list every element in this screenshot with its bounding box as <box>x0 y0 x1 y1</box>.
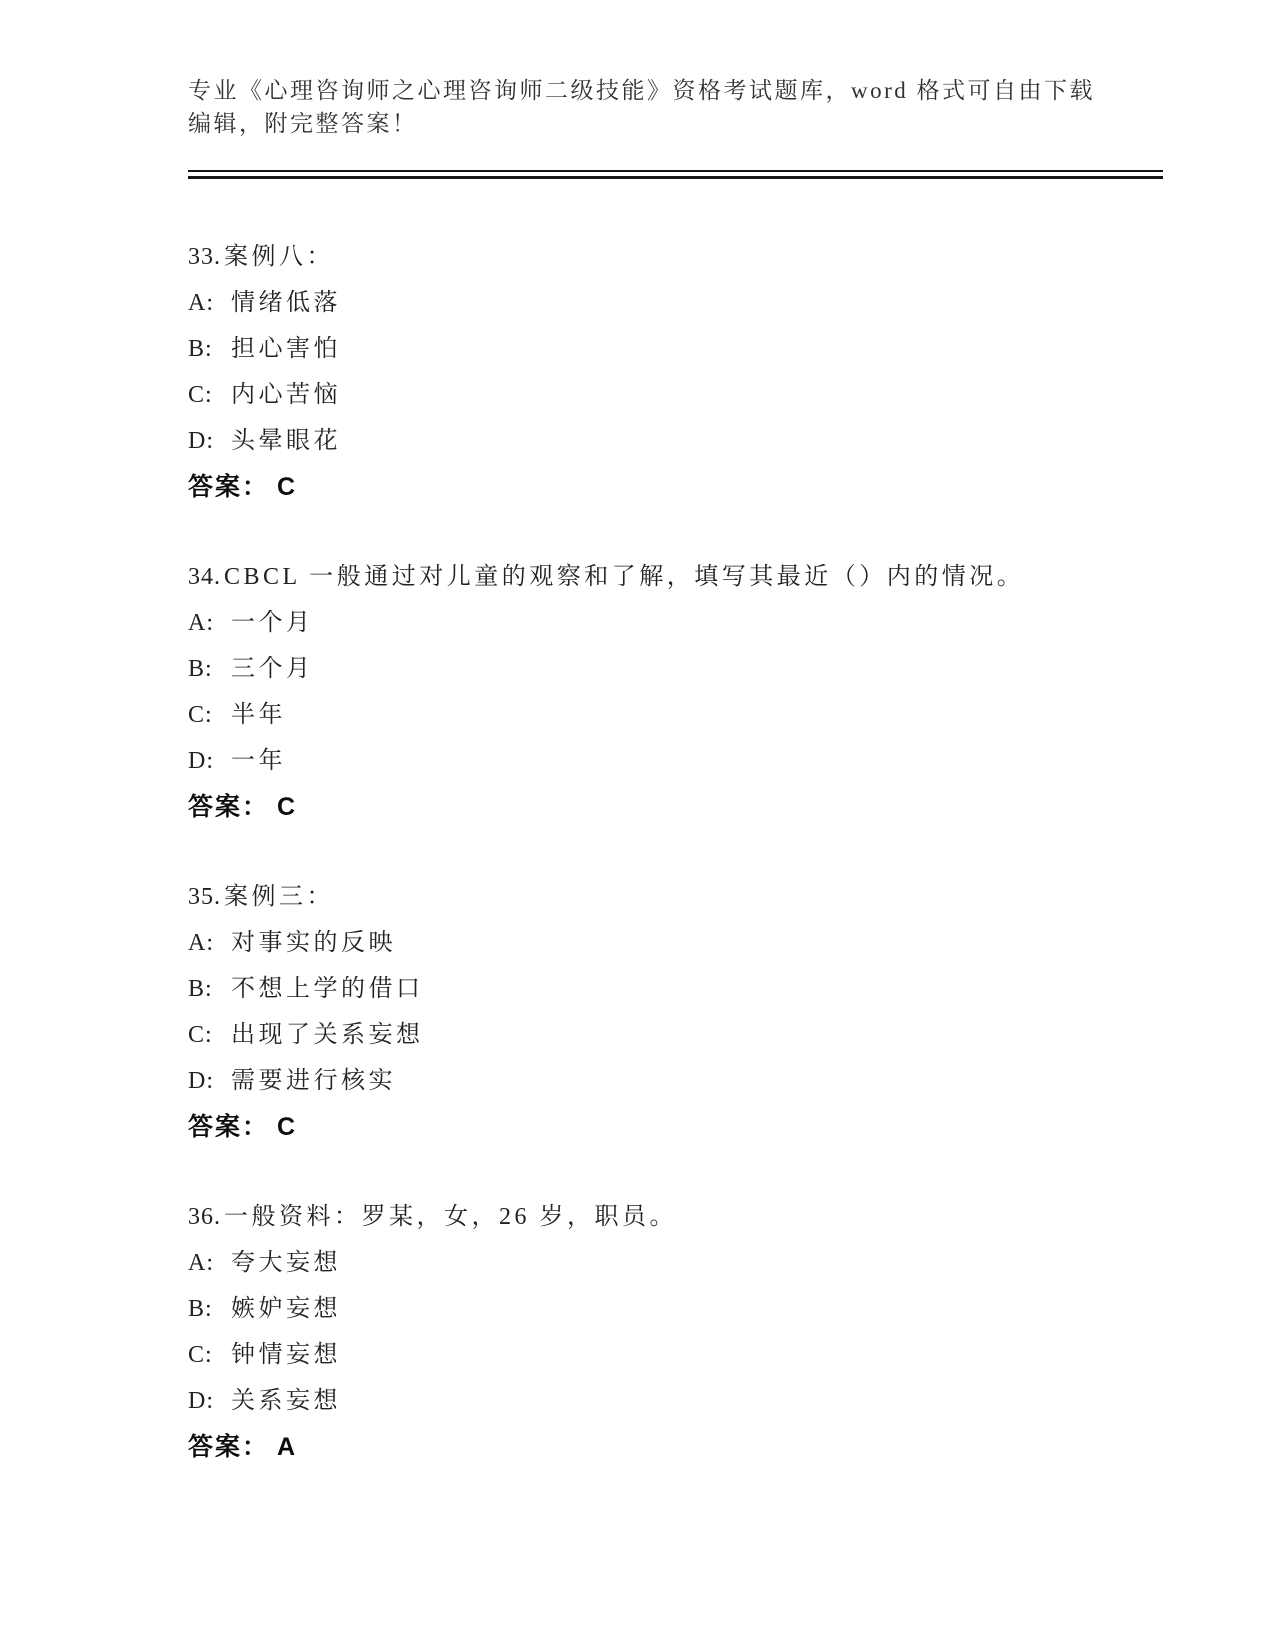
option-d <box>188 418 1163 464</box>
option-d <box>188 1058 1163 1104</box>
option-label: C: <box>188 1342 213 1368</box>
option-label: A: <box>188 1250 214 1276</box>
document-header <box>188 74 1163 140</box>
answer-label: 答案： <box>188 473 270 501</box>
option-text: 不想上学的借口 <box>231 976 424 1002</box>
option-text: 半年 <box>231 702 286 728</box>
option-label: B: <box>188 336 213 362</box>
question-block-33 <box>188 234 1163 510</box>
option-text: 内心苦恼 <box>231 382 341 408</box>
option-label: D: <box>188 428 214 454</box>
option-text: 担心害怕 <box>231 336 341 362</box>
answer-line <box>188 1424 1163 1470</box>
answer-value: C <box>277 473 298 501</box>
option-a <box>188 1240 1163 1286</box>
option-label: C: <box>188 382 213 408</box>
option-label: A: <box>188 290 214 316</box>
option-label: D: <box>188 748 214 774</box>
question-block-34 <box>188 554 1163 830</box>
option-d <box>188 1378 1163 1424</box>
option-label: A: <box>188 930 214 956</box>
answer-label: 答案： <box>188 1433 270 1461</box>
option-text: 三个月 <box>231 656 314 682</box>
option-text: 钟情妄想 <box>231 1342 341 1368</box>
option-b <box>188 646 1163 692</box>
question-number: 34. <box>188 564 221 590</box>
answer-label: 答案： <box>188 793 270 821</box>
option-a <box>188 280 1163 326</box>
option-c <box>188 1332 1163 1378</box>
option-b <box>188 1286 1163 1332</box>
option-text: 关系妄想 <box>231 1388 341 1414</box>
question-block-36 <box>188 1194 1163 1470</box>
question-title <box>188 234 1163 280</box>
answer-value: A <box>277 1433 298 1461</box>
option-label: D: <box>188 1388 214 1414</box>
question-title <box>188 1194 1163 1240</box>
option-b <box>188 966 1163 1012</box>
option-text: 头晕眼花 <box>231 428 341 454</box>
option-text: 一个月 <box>231 610 314 636</box>
option-label: D: <box>188 1068 214 1094</box>
option-label: C: <box>188 1022 213 1048</box>
option-d <box>188 738 1163 784</box>
answer-line <box>188 464 1163 510</box>
question-text: 案例三： <box>224 884 334 910</box>
option-label: B: <box>188 976 213 1002</box>
question-title <box>188 554 1163 600</box>
answer-line <box>188 1104 1163 1150</box>
answer-line <box>188 784 1163 830</box>
option-c <box>188 372 1163 418</box>
question-text: 一般资料：罗某，女，26 岁，职员。 <box>224 1204 677 1230</box>
answer-value: C <box>277 1113 298 1141</box>
option-b <box>188 326 1163 372</box>
option-label: A: <box>188 610 214 636</box>
question-number: 35. <box>188 884 221 910</box>
answer-label: 答案： <box>188 1113 270 1141</box>
question-title <box>188 874 1163 920</box>
option-text: 出现了关系妄想 <box>231 1022 424 1048</box>
question-text: 案例八： <box>224 244 334 270</box>
option-label: C: <box>188 702 213 728</box>
option-a <box>188 920 1163 966</box>
option-c <box>188 692 1163 738</box>
question-block-35 <box>188 874 1163 1150</box>
option-text: 夸大妄想 <box>231 1250 341 1276</box>
question-text: CBCL 一般通过对儿童的观察和了解，填写其最近（）内的情况。 <box>224 564 1025 590</box>
answer-value: C <box>277 793 298 821</box>
option-text: 对事实的反映 <box>231 930 396 956</box>
option-label: B: <box>188 1296 213 1322</box>
option-c <box>188 1012 1163 1058</box>
option-label: B: <box>188 656 213 682</box>
option-text: 需要进行核实 <box>231 1068 396 1094</box>
page-content <box>0 74 1275 1470</box>
header-line-1: 专业《心理咨询师之心理咨询师二级技能》资格考试题库，word 格式可自由下载 <box>188 78 1096 103</box>
question-number: 33. <box>188 244 221 270</box>
header-divider-rule <box>188 170 1163 179</box>
header-line-2: 编辑，附完整答案！ <box>188 111 418 136</box>
option-text: 嫉妒妄想 <box>231 1296 341 1322</box>
option-text: 一年 <box>231 748 286 774</box>
option-a <box>188 600 1163 646</box>
option-text: 情绪低落 <box>231 290 341 316</box>
question-number: 36. <box>188 1204 221 1230</box>
